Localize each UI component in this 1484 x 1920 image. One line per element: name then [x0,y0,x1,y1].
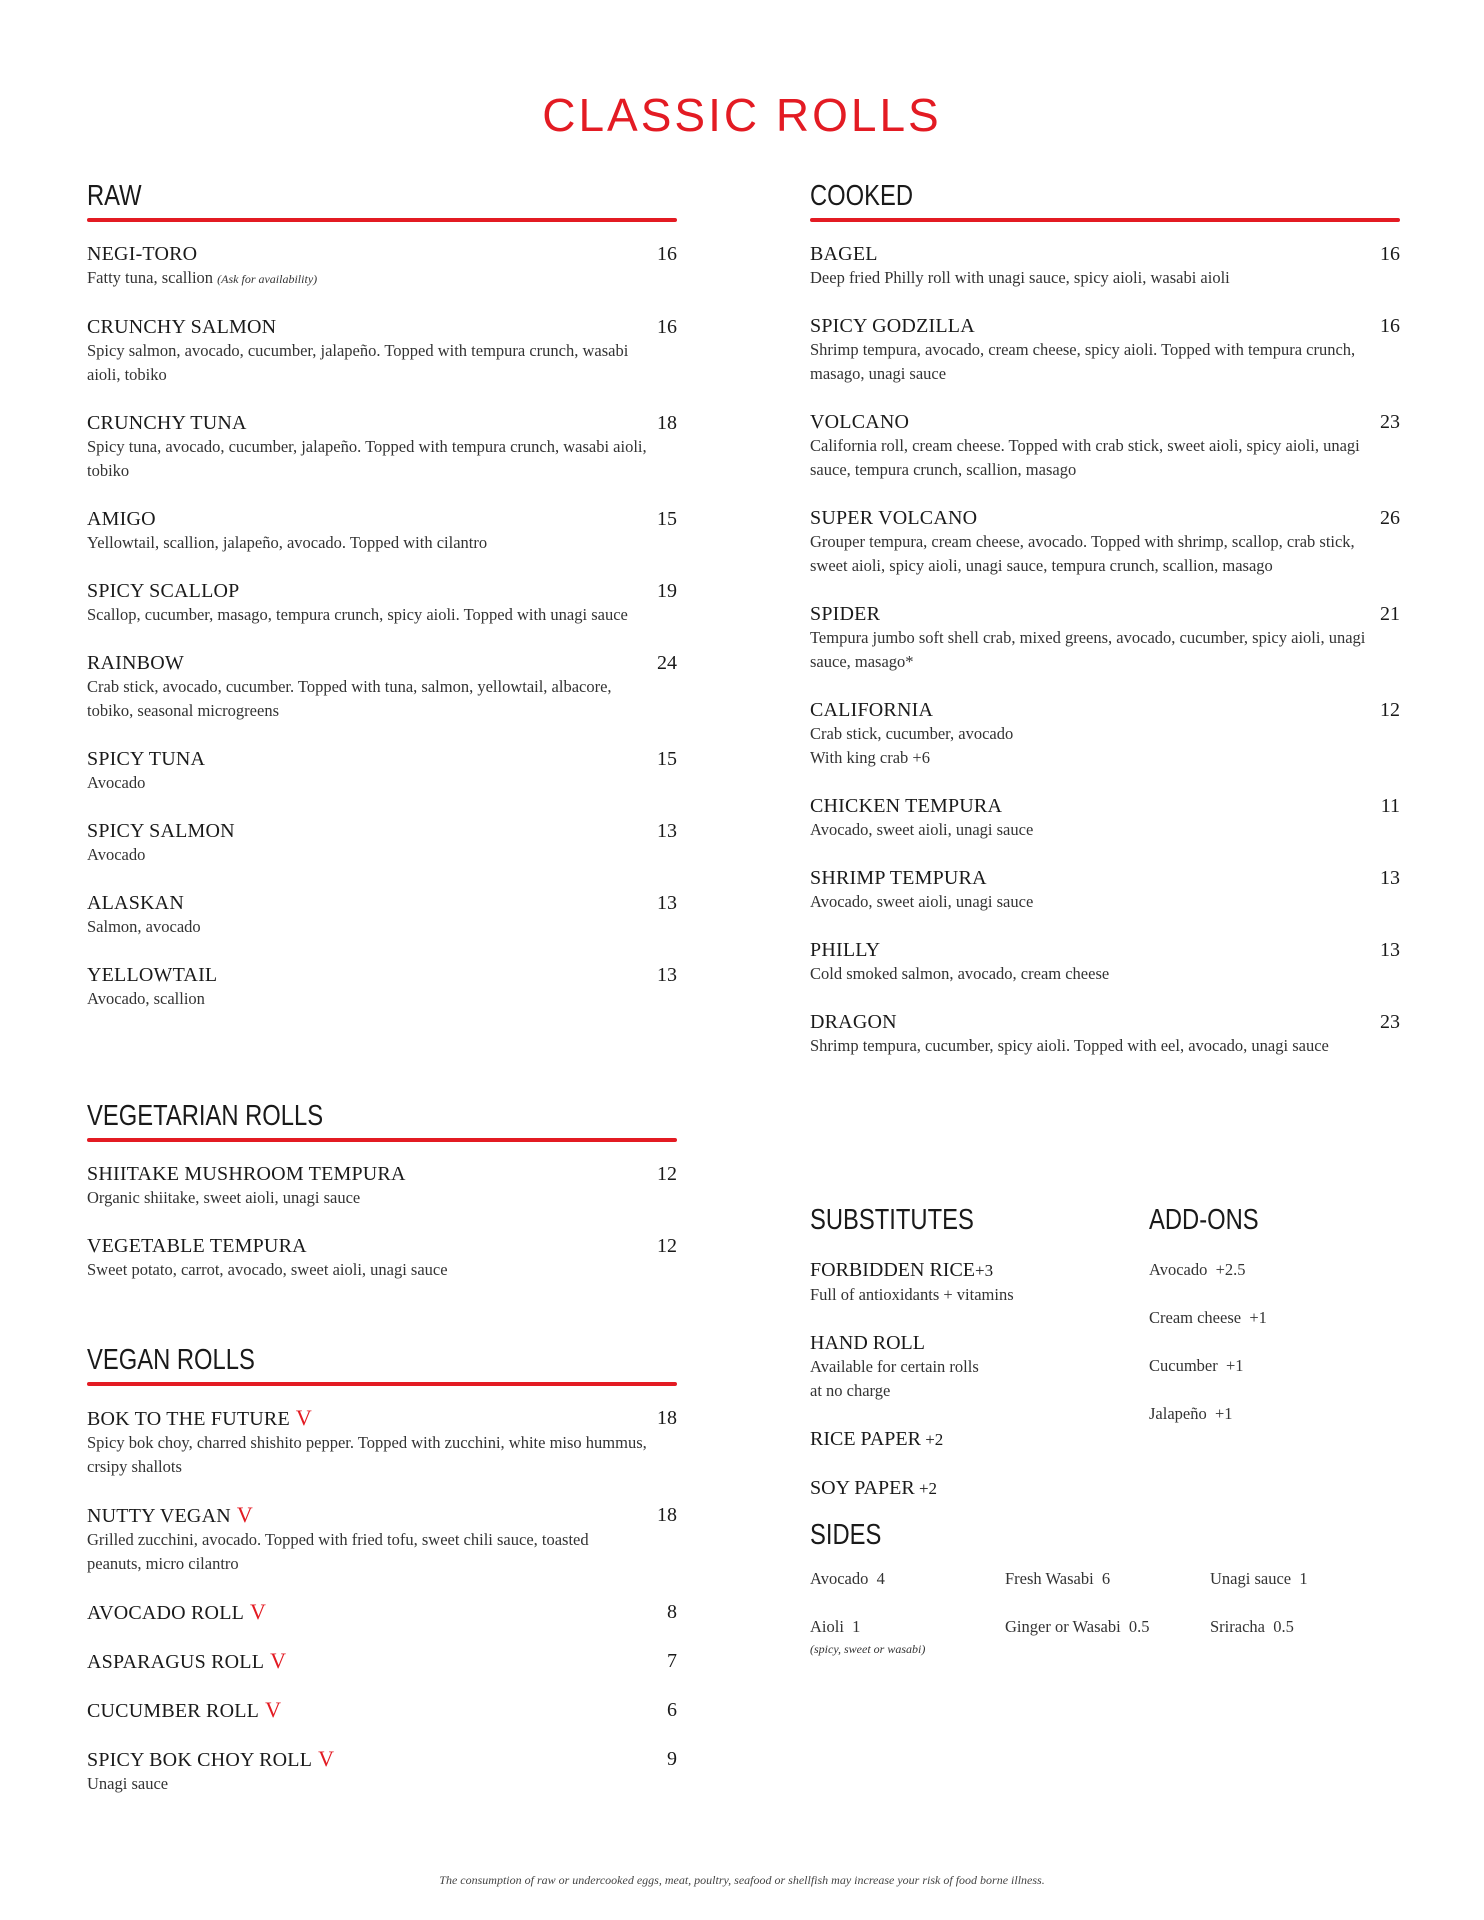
item-description-text: Unagi sauce [87,1774,169,1793]
item-name: PHILLY [810,939,881,961]
menu-item [87,579,677,627]
item-price: 12 [1380,699,1400,721]
vegan-section [87,1342,677,1820]
sides-heading: SIDES [810,1519,882,1551]
raw-divider [87,218,677,222]
item-name: AVOCADO ROLL [87,1602,245,1624]
item-name-row [87,1406,677,1431]
item-price: 9 [667,1748,677,1770]
item-name: SPICY SCALLOP [87,580,240,602]
item-price: 8 [667,1601,677,1623]
menu-item [87,315,677,387]
menu-item [810,602,1400,674]
menu-item [87,242,677,291]
menu-item [87,1162,677,1210]
addon-item: Avocado +2.5 [1149,1260,1246,1279]
vegan-heading: VEGAN ROLLS [87,1344,255,1376]
side-item [810,1567,885,1591]
substitute-item [810,1258,1130,1307]
item-name: YELLOWTAIL [87,964,218,986]
addon-item: Jalapeño +1 [1149,1404,1233,1423]
substitute-price: +2 [920,1430,944,1449]
item-price: 13 [657,820,677,842]
menu-item [87,819,677,867]
item-name-row [87,1698,677,1723]
item-name: SPICY GODZILLA [810,315,975,337]
side-label: Sriracha 0.5 [1210,1617,1294,1636]
item-price: 16 [657,316,677,338]
health-disclaimer: The consumption of raw or undercooked eggs, meat, poultry, seafood or shellfish may increase your risk of food borne illness. [439,1873,1045,1887]
vegan-v-icon: V [318,1746,335,1771]
substitute-name: FORBIDDEN RICE [810,1259,976,1281]
item-name: SPICY BOK CHOY ROLL [87,1749,313,1771]
item-name: SPICY SALMON [87,820,235,842]
item-name-row [87,1600,677,1625]
side-item [1210,1615,1294,1639]
menu-item [810,242,1400,290]
raw-item-list [87,242,677,1011]
item-description [87,531,677,555]
cooked-heading: COOKED [810,180,914,212]
menu-item [87,1698,677,1723]
substitute-price: +2 [914,1479,938,1498]
item-name-row [87,1747,677,1772]
item-description [810,890,1400,914]
item-price: 16 [1380,315,1400,337]
vegan-divider [87,1382,677,1386]
cooked-divider [810,218,1400,222]
item-description-text: Shrimp tempura, cucumber, spicy aioli. Topped with eel, avocado, unagi sauce [810,1036,1329,1055]
item-price: 12 [657,1163,677,1185]
item-description [87,675,677,723]
substitutes-heading: SUBSTITUTES [810,1204,974,1236]
item-description-text: Grilled zucchini, avocado. Topped with fried tofu, sweet chili sauce, toasted peanuts, micro cilantro [87,1530,589,1573]
item-description-text: Tempura jumbo soft shell crab, mixed greens, avocado, cucumber, spicy aioli, unagi sauce, masago* [810,628,1366,671]
item-description [87,1258,677,1282]
item-description [810,722,1400,746]
addon-item: Cucumber +1 [1149,1356,1244,1375]
substitute-item [810,1476,1130,1501]
addons-section [1149,1202,1399,1450]
menu-item [87,651,677,723]
item-name: CHICKEN TEMPURA [810,795,1003,817]
item-name: CALIFORNIA [810,699,934,721]
side-label: Aioli 1 [810,1617,861,1636]
item-description [87,266,677,291]
item-price: 23 [1380,411,1400,433]
item-description-text: Spicy salmon, avocado, cucumber, jalapeño. Topped with tempura crunch, wasabi aioli, tobiko [87,341,629,384]
item-description-text: Spicy bok choy, charred shishito pepper. Topped with zucchini, white miso hummus, crsipy shallots [87,1433,647,1476]
item-price: 21 [1380,603,1400,625]
item-price: 18 [657,412,677,434]
vegan-v-icon: V [295,1405,312,1430]
item-price: 19 [657,580,677,602]
item-description-text: Avocado [87,773,146,792]
item-price: 26 [1380,507,1400,529]
substitute-price: +3 [975,1261,994,1280]
substitute-name-row [810,1427,1130,1452]
item-name: ASPARAGUS ROLL [87,1651,265,1673]
raw-heading: RAW [87,180,142,212]
item-price: 16 [657,243,677,265]
substitute-item [810,1331,1130,1403]
item-price: 18 [657,1504,677,1526]
item-price: 18 [657,1407,677,1429]
item-price: 13 [1380,867,1400,889]
item-name: CUCUMBER ROLL [87,1700,260,1722]
item-name: BAGEL [810,243,878,265]
item-name: NEGI-TORO [87,243,198,265]
cooked-section [810,178,1400,1082]
vegetarian-heading: VEGETARIAN ROLLS [87,1100,324,1132]
item-description [87,339,677,387]
menu-item [810,698,1400,770]
substitute-name: HAND ROLL [810,1332,925,1354]
substitute-name-row [810,1331,1130,1355]
item-description-text: Avocado, sweet aioli, unagi sauce [810,892,1034,911]
item-price: 13 [657,964,677,986]
menu-item [87,1406,677,1479]
item-name-row [87,1649,677,1674]
substitutes-section [810,1202,1130,1525]
vegan-v-icon: V [265,1697,282,1722]
item-description [87,771,677,795]
substitutes-list [810,1258,1130,1501]
sides-section [810,1517,1400,1677]
item-description-text: Organic shiitake, sweet aioli, unagi sauce [87,1188,361,1207]
item-name: NUTTY VEGAN [87,1505,231,1527]
item-price: 13 [1380,939,1400,961]
side-label: Unagi sauce 1 [1210,1569,1308,1588]
menu-item [87,963,677,1011]
vegan-v-icon: V [270,1648,287,1673]
substitute-name-row [810,1258,1130,1283]
item-name: SHRIMP TEMPURA [810,867,987,889]
item-description [810,962,1400,986]
item-description [810,266,1400,290]
menu-item [87,1649,677,1674]
cooked-item-list [810,242,1400,1058]
side-item [1210,1567,1308,1591]
item-description-text: Deep fried Philly roll with unagi sauce, spicy aioli, wasabi aioli [810,268,1230,287]
item-name: ALASKAN [87,892,184,914]
item-name: SPIDER [810,603,881,625]
item-name: VOLCANO [810,411,910,433]
menu-item [87,1600,677,1625]
side-note: (spicy, sweet or wasabi) [810,1642,926,1656]
menu-item [810,1010,1400,1058]
item-description-text: California roll, cream cheese. Topped with crab stick, sweet aioli, spicy aioli, unagi sauce, tempura crunch, scallion, masago [810,436,1360,479]
menu-item [87,507,677,555]
item-name: CRUNCHY SALMON [87,316,277,338]
item-description-text: Yellowtail, scallion, jalapeño, avocado. Topped with cilantro [87,533,488,552]
substitute-description-extra: at no charge [810,1381,891,1400]
item-description-text: Spicy tuna, avocado, cucumber, jalapeño. Topped with tempura crunch, wasabi aioli, tobiko [87,437,647,480]
menu-item [810,314,1400,386]
item-note: (Ask for availability) [217,272,318,286]
item-price: 6 [667,1699,677,1721]
item-name: SUPER VOLCANO [810,507,978,529]
item-price: 7 [667,1650,677,1672]
item-description [87,843,677,867]
page-title: CLASSIC ROLLS [542,89,942,141]
item-price: 23 [1380,1011,1400,1033]
item-name: CRUNCHY TUNA [87,412,247,434]
item-description-text: Sweet potato, carrot, avocado, sweet aioli, unagi sauce [87,1260,448,1279]
item-description [810,818,1400,842]
item-description [87,1186,677,1210]
item-price: 11 [1380,795,1400,817]
substitute-description: Available for certain rolls [810,1357,979,1376]
item-price: 15 [657,508,677,530]
side-label: Fresh Wasabi 6 [1005,1569,1111,1588]
item-description-text: Crab stick, avocado, cucumber. Topped with tuna, salmon, yellowtail, albacore, tobiko, seasonal microgreens [87,677,612,720]
menu-item [87,891,677,939]
menu-item [810,938,1400,986]
addon-item: Cream cheese +1 [1149,1308,1267,1327]
side-item [1005,1567,1110,1591]
item-description-text: Cold smoked salmon, avocado, cream cheese [810,964,1110,983]
side-label: Ginger or Wasabi 0.5 [1005,1617,1150,1636]
vegan-item-list [87,1406,677,1796]
item-description-text: Salmon, avocado [87,917,201,936]
item-description [87,1772,677,1796]
vegetarian-divider [87,1138,677,1142]
item-description-text: Shrimp tempura, avocado, cream cheese, spicy aioli. Topped with tempura crunch, masago, unagi sauce [810,340,1356,383]
item-description [87,435,677,483]
item-description [810,434,1400,482]
item-price: 24 [657,652,677,674]
item-description-text: Avocado, sweet aioli, unagi sauce [810,820,1034,839]
item-description [810,338,1400,386]
item-description [810,530,1400,578]
item-description-text: Scallop, cucumber, masago, tempura crunch, spicy aioli. Topped with unagi sauce [87,605,628,624]
item-name: VEGETABLE TEMPURA [87,1235,307,1257]
substitute-name-row [810,1476,1130,1501]
item-description [87,987,677,1011]
substitute-name: RICE PAPER [810,1428,921,1450]
substitute-name: SOY PAPER [810,1477,915,1499]
item-price: 13 [657,892,677,914]
item-name-row [87,1503,677,1528]
item-description [87,1431,677,1479]
item-price: 15 [657,748,677,770]
item-name: RAINBOW [87,652,184,674]
item-description [810,626,1400,674]
item-description-text: Grouper tempura, cream cheese, avocado. Topped with shrimp, scallop, crab stick, sweet aioli, spicy aioli, unagi sauce, tempura crunch, scallion, masago [810,532,1355,575]
addons-list [1149,1258,1399,1426]
item-description [810,1034,1400,1058]
item-name: SPICY TUNA [87,748,206,770]
menu-item [810,410,1400,482]
substitute-description: Full of antioxidants + vitamins [810,1285,1014,1304]
side-label: Avocado 4 [810,1569,885,1588]
menu-item [810,506,1400,578]
menu-item [87,1503,677,1576]
sides-grid [810,1567,1400,1677]
menu-item [87,1747,677,1796]
item-description-text: Crab stick, cucumber, avocado [810,724,1014,743]
item-description [87,915,677,939]
raw-section [87,178,677,1035]
item-price: 16 [1380,243,1400,265]
item-description-extra: With king crab +6 [810,748,930,767]
item-description [87,603,677,627]
vegetarian-section [87,1098,677,1306]
item-description-text: Avocado [87,845,146,864]
item-name: SHIITAKE MUSHROOM TEMPURA [87,1163,406,1185]
item-description [87,1528,677,1576]
item-price: 12 [657,1235,677,1257]
item-description-text: Avocado, scallion [87,989,205,1008]
item-name: BOK TO THE FUTURE [87,1408,290,1430]
menu-item [810,866,1400,914]
menu-item [87,411,677,483]
item-description-text: Fatty tuna, scallion [87,268,214,287]
menu-item [810,794,1400,842]
item-name: DRAGON [810,1011,897,1033]
menu-item [87,1234,677,1282]
item-name: AMIGO [87,508,156,530]
side-item [810,1615,925,1659]
menu-item [87,747,677,795]
side-item [1005,1615,1150,1639]
vegetarian-item-list [87,1162,677,1282]
substitute-item [810,1427,1130,1452]
addons-heading: ADD-ONS [1149,1204,1259,1236]
vegan-v-icon: V [250,1599,267,1624]
vegan-v-icon: V [236,1502,253,1527]
